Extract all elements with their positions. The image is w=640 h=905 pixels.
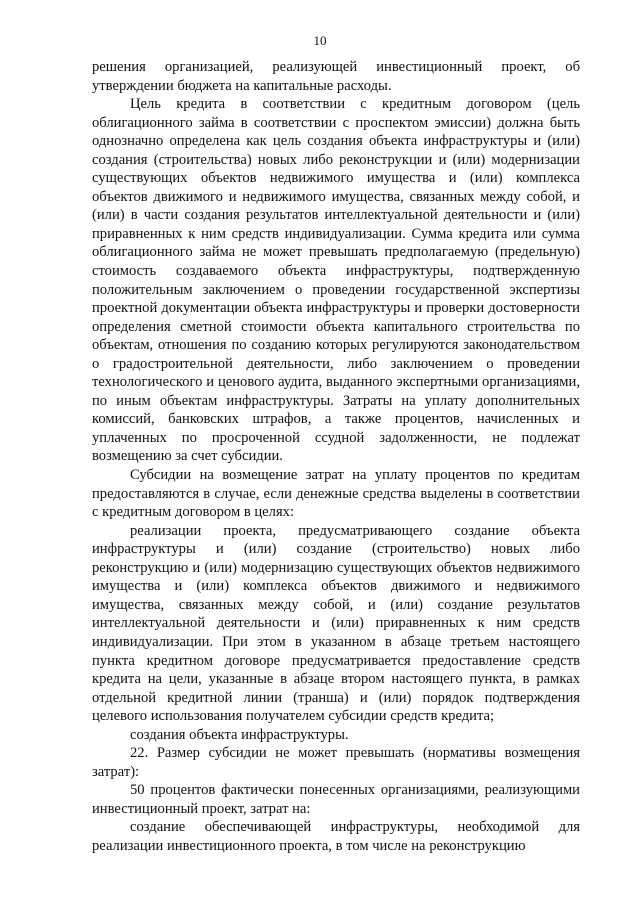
paragraph-project-implementation: реализации проекта, предусматривающего создание объекта инфраструктуры и (или) создание (строительство) новых либо реконструкцию и (или) модернизацию существующих объектов недвижимого имущества и (или) комплекса объектов движимого и недвижимого имущества, связанных между собой, и (или) создание результатов интеллектуальной деятельности и (или) приравненных к ним средств индивидуализации. При этом в указанном в абзаце третьем настоящего пункта кредитном договоре предусматривается предоставление средств кредита на цели, указанные в абзаце втором настоящего пункта, в рамках отдельной кредитной линии (транша) и (или) порядок подтверждения целевого использования получателем субсидии средств кредита; (92, 522, 580, 725)
paragraph-supporting-infrastructure: создание обеспечивающей инфраструктуры, необходимой для реализации инвестиционного проекта, в том числе на реконструкцию (92, 819, 580, 854)
paragraph-item-22: 22. Размер субсидии не может превышать (нормативы возмещения затрат): (92, 745, 580, 780)
paragraph-infrastructure-creation: создания объекта инфраструктуры. (130, 726, 349, 743)
document-body (92, 58, 580, 856)
paragraph-credit-purpose: Цель кредита в соответствии с кредитным договором (цель облигационного займа в соответствии с проспектом эмиссии) должна быть однозначно определена как цель создания объекта инфраструктуры и (или) создания (строительства) новых либо реконструкции и (или) модернизации существующих объектов недвижимого имущества и (или) комплекса объектов движимого и недвижимого имущества, связанных между собой, и (или) в части создания результатов интеллектуальной деятельности и (или) приравненных к ним средств индивидуализации. Сумма кредита или сумма облигационного займа не может превышать предполагаемую (предельную) стоимость создаваемого объекта инфраструктуры, подтвержденную положительным заключением о проведении государственной экспертизы проектной документации объекта инфраструктуры и проверки достоверности определения сметной стоимости объекта капитального строительства по объектам, отношения по созданию которых регулируются законодательством о градостроительной деятельности, либо заключением о проведении технологического и ценового аудита, выданного экспертными организациями, по иным объектам инфраструктуры. Затраты на уплату дополнительных комиссий, банковских штрафов, а также процентов, начисленных и уплаченных по просроченной ссудной задолженности, не подлежат возмещению за счет субсидии. (92, 96, 580, 465)
page-number: 10 (313, 33, 327, 48)
paragraph-fifty-percent: 50 процентов фактически понесенных организациями, реализующими инвестиционный проект, затрат на: (92, 782, 580, 817)
paragraph-subsidy-conditions: Субсидии на возмещение затрат на уплату процентов по кредитам предоставляются в случае, если денежные средства выделены в соответствии с кредитным договором в целях: (92, 467, 580, 521)
paragraph-continuation: решения организацией, реализующей инвестиционный проект, об утверждении бюджета на капитальные расходы. (92, 59, 580, 94)
